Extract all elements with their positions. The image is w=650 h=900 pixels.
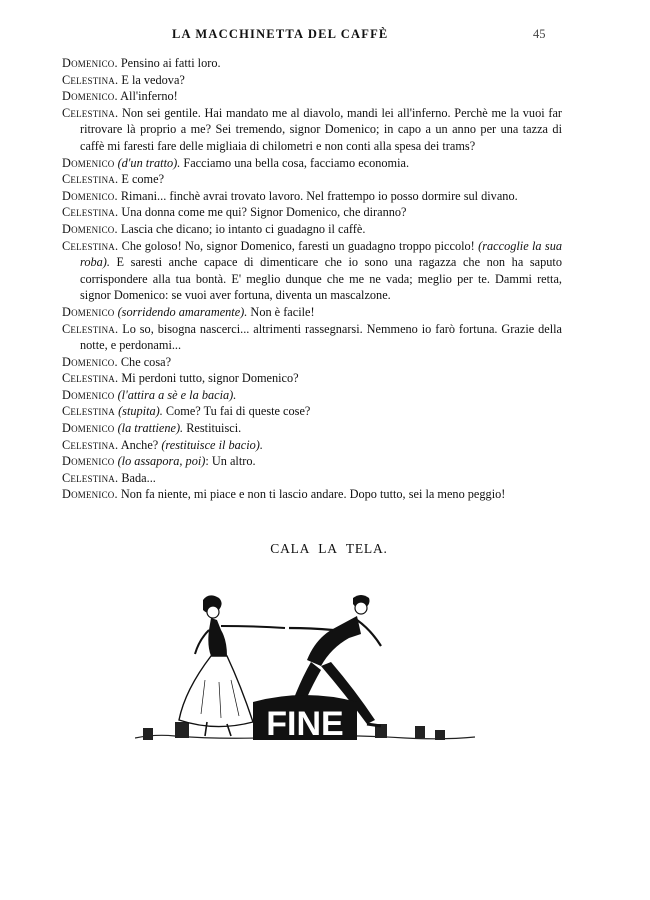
speaker-name: Domenico. — [62, 487, 118, 502]
dialogue-line — [62, 238, 562, 304]
speaker-name: Domenico. — [62, 56, 118, 70]
speaker-name: Domenico. — [62, 89, 118, 104]
luggage — [175, 722, 189, 738]
dialogue-line — [62, 403, 562, 420]
stage-direction: (raccoglie la sua roba). — [80, 238, 562, 270]
running-head — [0, 27, 650, 43]
speaker-name: Celestina — [62, 404, 115, 419]
dialogue-line — [62, 204, 562, 221]
luggage — [435, 730, 445, 740]
speaker-name: Domenico. — [62, 188, 118, 203]
speech-text: Non sei gentile. Hai mandato me al diavolo, mandi lei all'inferno. Perchè me la vuoi far ritrovare là proprio a me? Sei tremendo, signor Domenico; in capo a un anno per una tazza di caffè mi faresti fare delle migliaia di chilometri e non conti alla spesa dei trams? — [80, 105, 563, 153]
speech-text: Una donna come me qui? Signor Domenico, che diranno? — [121, 205, 407, 220]
speaker-name: Domenico. — [62, 354, 118, 369]
dialogue-line — [62, 171, 562, 188]
dialogue-line — [62, 155, 562, 172]
dialogue-line — [62, 221, 562, 238]
dialogue-line — [62, 55, 562, 72]
speech-text: Pensino ai fatti loro. — [120, 56, 221, 70]
curtain-word: TELA. — [345, 541, 388, 556]
curtain-word: CALA — [270, 541, 311, 556]
speech-text: All'inferno! — [120, 89, 178, 104]
speaker-name: Celestina. — [62, 172, 119, 187]
dialogue-line — [62, 188, 562, 205]
speaker-name: Celestina. — [62, 437, 119, 452]
speech-text: Rimani... finchè avrai trovato lavoro. Nel frattempo io posso dormire sul divano. — [120, 188, 518, 203]
speech-text: Bada... — [121, 470, 156, 485]
speech-text: Facciamo una bella cosa, facciamo economia. — [180, 155, 410, 170]
stage-direction: (stupita). — [118, 404, 163, 419]
speaker-name: Domenico — [62, 387, 115, 402]
speech-text: Come? Tu fai di queste cose? — [162, 404, 311, 419]
stage-direction: (l'attira a sè e la bacia). — [117, 387, 237, 402]
dialogue-line — [62, 88, 562, 105]
speech-text: Anche? — [120, 437, 162, 452]
dialogue-line — [62, 105, 562, 155]
luggage — [415, 726, 425, 738]
speech-text: Lo so, bisogna nascerci... altrimenti rassegnarsi. Nemmeno io farò fortuna. Grazie della notte, e perdonami... — [80, 321, 562, 353]
speech-text: Che goloso! No, signor Domenico, faresti un guadagno troppo piccolo! — [121, 238, 479, 253]
speaker-name: Celestina. — [62, 105, 119, 120]
dialogue-line — [62, 321, 562, 354]
speech-text: Lascia che dicano; io intanto ci guadagno il caffè. — [120, 221, 366, 236]
speaker-name: Domenico — [62, 155, 115, 170]
curtain-word: LA — [318, 541, 338, 556]
speaker-name: Celestina. — [62, 72, 119, 87]
speaker-name: Celestina. — [62, 371, 119, 386]
speech-text: Mi perdoni tutto, signor Domenico? — [121, 371, 299, 386]
dialogue-line — [62, 453, 562, 470]
speech-text: E la vedova? — [121, 72, 185, 87]
dialogue-line — [62, 72, 562, 89]
fine-lettering — [253, 695, 357, 743]
speaker-name: Celestina. — [62, 205, 119, 220]
curtain-line — [0, 541, 650, 557]
speech-text: E come? — [121, 172, 165, 187]
dialogue-line — [62, 304, 562, 321]
stage-direction: (d'un tratto). — [117, 155, 181, 170]
speaker-name: Celestina. — [62, 470, 119, 485]
dialogue-line — [62, 354, 562, 371]
speaker-name: Domenico — [62, 454, 115, 469]
speech-text: E saresti anche capace di dimenticare che io sono una ragazza che non ha saputo corrispondere alla tua bontà. E' meglio dunque che me ne vada; meglio per te. Dammi retta, signor Domenico: se vuoi aver fortuna, diventa un mascalzone. — [80, 255, 562, 303]
speech-text: Non fa niente, mi piace e non ti lascio andare. Dopo tutto, sei la meno peggio! — [120, 487, 506, 502]
running-title: LA MACCHINETTA DEL CAFFÈ — [172, 27, 389, 41]
dialogue-line — [62, 387, 562, 404]
dialogue-line — [62, 486, 562, 503]
dialogue-line — [62, 470, 562, 487]
dialogue-line — [62, 437, 562, 454]
speech-text: Restituisci. — [183, 421, 242, 436]
page-number: 45 — [533, 27, 546, 41]
speech-text: : Un altro. — [205, 454, 256, 469]
speech-text: Che cosa? — [120, 354, 172, 369]
dialogue-line — [62, 370, 562, 387]
speaker-name: Celestina. — [62, 238, 119, 253]
speaker-name: Celestina. — [62, 321, 119, 336]
stage-direction: (sorridendo amaramente). — [117, 304, 248, 319]
luggage — [143, 728, 153, 740]
fine-illustration — [135, 590, 475, 760]
speaker-name: Domenico — [62, 421, 115, 436]
dialogue-line — [62, 420, 562, 437]
stage-direction: (la trattiene). — [117, 421, 184, 436]
fine-label: FINE — [266, 705, 344, 743]
dialogue-text — [62, 55, 562, 503]
speaker-name: Domenico — [62, 304, 115, 319]
stage-direction: (restituisce il bacio). — [161, 437, 263, 452]
speaker-name: Domenico. — [62, 221, 118, 236]
stage-direction: (lo assapora, poi) — [117, 454, 206, 469]
speech-text: Non è facile! — [247, 304, 315, 319]
